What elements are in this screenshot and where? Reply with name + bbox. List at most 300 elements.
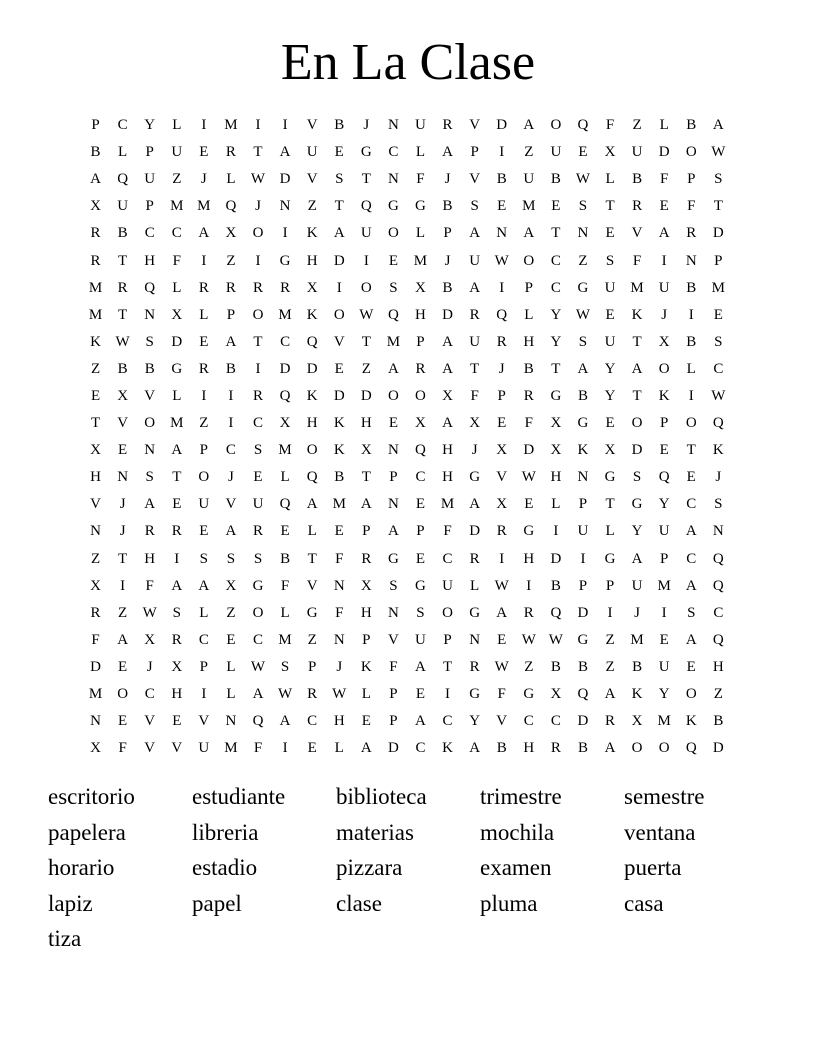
grid-letter: Q: [685, 740, 697, 757]
grid-letter: L: [361, 686, 371, 703]
grid-letter: N: [577, 469, 589, 486]
grid-letter: A: [198, 577, 210, 594]
grid-letter: P: [578, 496, 588, 513]
grid-letter: U: [658, 279, 670, 296]
grid-letter: O: [550, 117, 562, 134]
grid-letter: W: [575, 171, 591, 188]
grid-letter: E: [605, 225, 615, 242]
grid-letter: Q: [360, 198, 372, 215]
grid-row: [82, 627, 732, 654]
grid-letter: Q: [306, 333, 318, 350]
grid-letter: I: [580, 550, 586, 567]
grid-letter: L: [415, 225, 426, 242]
grid-letter: F: [145, 577, 154, 594]
grid-letter: I: [201, 686, 207, 703]
grid-letter: J: [444, 171, 451, 188]
grid-letter: H: [144, 550, 156, 567]
grid-row: [82, 708, 732, 735]
grid-letter: D: [279, 360, 291, 377]
grid-letter: O: [658, 360, 670, 377]
grid-letter: V: [198, 713, 210, 730]
grid-letter: M: [170, 415, 184, 432]
grid-letter: B: [686, 333, 697, 350]
grid-letter: S: [253, 442, 263, 459]
grid-letter: V: [631, 225, 643, 242]
grid-letter: W: [494, 577, 509, 594]
grid-letter: T: [632, 387, 642, 404]
grid-letter: X: [604, 442, 616, 459]
grid-letter: U: [523, 171, 535, 188]
grid-letter: L: [172, 279, 182, 296]
grid-letter: G: [360, 144, 372, 161]
grid-letter: A: [279, 713, 291, 730]
grid-letter: V: [144, 713, 156, 730]
grid-letter: S: [714, 333, 723, 350]
grid-letter: Y: [550, 306, 562, 323]
grid-letter: R: [496, 523, 507, 540]
grid-letter: L: [470, 577, 480, 594]
grid-letter: R: [253, 279, 264, 296]
grid-letter: R: [171, 523, 182, 540]
grid-letter: H: [360, 415, 372, 432]
grid-letter: E: [388, 252, 398, 269]
grid-letter: Y: [658, 496, 670, 513]
grid-letter: Z: [307, 198, 317, 215]
grid-letter: X: [360, 577, 372, 594]
grid-letter: F: [118, 740, 127, 757]
grid-row: [82, 383, 732, 410]
grid-letter: U: [469, 333, 481, 350]
grid-letter: E: [199, 523, 209, 540]
grid-letter: V: [496, 713, 508, 730]
grid-letter: Q: [144, 279, 156, 296]
grid-letter: N: [387, 604, 399, 621]
grid-letter: O: [117, 686, 129, 703]
grid-letter: L: [334, 740, 344, 757]
grid-letter: A: [415, 713, 426, 730]
grid-letter: A: [577, 360, 589, 377]
grid-letter: Q: [306, 469, 318, 486]
grid-row: [82, 302, 732, 329]
grid-letter: X: [550, 686, 562, 703]
grid-letter: Q: [117, 171, 129, 188]
grid-row: [82, 410, 732, 437]
grid-letter: I: [688, 306, 694, 323]
grid-letter: X: [550, 415, 562, 432]
grid-letter: E: [307, 740, 317, 757]
grid-letter: N: [225, 713, 237, 730]
grid-letter: O: [333, 306, 345, 323]
grid-letter: B: [632, 658, 643, 675]
grid-letter: X: [550, 442, 562, 459]
grid-letter: P: [199, 658, 209, 675]
grid-letter: E: [659, 442, 669, 459]
grid-letter: J: [119, 523, 126, 540]
grid-letter: R: [225, 279, 236, 296]
grid-letter: B: [523, 360, 534, 377]
grid-letter: P: [389, 713, 398, 730]
grid-letter: N: [333, 631, 345, 648]
grid-letter: B: [577, 658, 588, 675]
grid-letter: S: [280, 658, 290, 675]
grid-letter: Y: [144, 117, 156, 134]
grid-letter: K: [360, 658, 372, 675]
grid-letter: H: [360, 604, 372, 621]
grid-letter: X: [442, 387, 453, 404]
grid-letter: U: [604, 279, 616, 296]
grid-letter: S: [335, 171, 344, 188]
grid-letter: B: [90, 144, 101, 161]
grid-letter: R: [442, 117, 453, 134]
grid-letter: L: [686, 360, 696, 377]
word-list-item: ventana: [624, 819, 696, 845]
grid-letter: A: [90, 171, 101, 188]
grid-letter: X: [658, 333, 670, 350]
grid-letter: L: [172, 387, 182, 404]
grid-letter: G: [306, 604, 318, 621]
grid-letter: D: [550, 550, 562, 567]
grid-letter: V: [90, 496, 101, 513]
grid-letter: M: [440, 496, 455, 513]
grid-letter: T: [90, 415, 101, 432]
grid-letter: K: [631, 686, 643, 703]
grid-letter: A: [523, 225, 535, 242]
grid-letter: D: [523, 442, 535, 459]
word-list-item: trimestre: [480, 784, 562, 809]
grid-letter: X: [90, 198, 101, 215]
word-list-item: casa: [624, 890, 664, 916]
grid-letter: R: [550, 740, 561, 757]
grid-letter: T: [605, 496, 615, 513]
grid-letter: I: [282, 225, 288, 242]
grid-letter: I: [607, 604, 613, 621]
grid-letter: R: [198, 360, 209, 377]
grid-letter: A: [442, 144, 453, 161]
grid-letter: P: [416, 523, 425, 540]
grid-letter: E: [280, 523, 290, 540]
grid-letter: O: [658, 740, 670, 757]
grid-letter: I: [228, 415, 234, 432]
grid-letter: N: [387, 171, 399, 188]
grid-letter: O: [387, 225, 399, 242]
grid-letter: R: [90, 604, 101, 621]
grid-letter: O: [252, 225, 264, 242]
grid-letter: U: [117, 198, 129, 215]
grid-letter: G: [469, 686, 481, 703]
grid-letter: X: [279, 415, 291, 432]
grid-letter: A: [469, 740, 481, 757]
grid-letter: I: [282, 740, 288, 757]
grid-letter: I: [499, 144, 505, 161]
grid-letter: F: [253, 740, 263, 757]
grid-letter: W: [575, 306, 591, 323]
grid-letter: Q: [225, 198, 237, 215]
grid-letter: E: [497, 415, 507, 432]
grid-letter: B: [117, 360, 128, 377]
grid-letter: P: [145, 144, 154, 161]
grid-letter: A: [685, 631, 697, 648]
grid-letter: F: [497, 686, 506, 703]
grid-row: [82, 139, 732, 166]
grid-letter: W: [494, 252, 509, 269]
grid-letter: Q: [387, 306, 399, 323]
grid-letter: A: [360, 496, 372, 513]
grid-letter: I: [201, 117, 207, 134]
grid-letter: G: [171, 360, 183, 377]
grid-letter: R: [496, 333, 507, 350]
grid-letter: E: [524, 496, 534, 513]
grid-letter: T: [686, 442, 696, 459]
grid-letter: S: [714, 171, 723, 188]
grid-letter: T: [442, 658, 453, 675]
grid-letter: C: [442, 713, 453, 730]
grid-letter: A: [117, 631, 129, 648]
grid-letter: Z: [172, 171, 182, 188]
grid-letter: P: [416, 333, 425, 350]
grid-letter: A: [306, 496, 318, 513]
grid-letter: D: [496, 117, 508, 134]
grid-letter: R: [523, 387, 534, 404]
grid-row: [82, 166, 732, 193]
grid-letter: P: [660, 550, 669, 567]
grid-letter: R: [171, 631, 182, 648]
grid-letter: G: [387, 198, 399, 215]
grid-letter: B: [225, 360, 236, 377]
grid-row: [82, 654, 732, 681]
grid-letter: B: [577, 387, 588, 404]
grid-letter: X: [144, 631, 156, 648]
grid-letter: Q: [712, 415, 724, 432]
grid-letter: A: [144, 496, 156, 513]
grid-letter: D: [631, 442, 643, 459]
grid-letter: Q: [577, 686, 589, 703]
grid-letter: L: [280, 604, 290, 621]
grid-letter: F: [660, 171, 669, 188]
grid-letter: S: [687, 604, 696, 621]
grid-row: [82, 112, 732, 139]
grid-letter: M: [170, 198, 184, 215]
grid-letter: E: [713, 306, 723, 323]
word-list-item: puerta: [624, 855, 682, 881]
grid-letter: K: [685, 713, 697, 730]
grid-letter: U: [415, 631, 426, 648]
grid-letter: E: [118, 713, 128, 730]
grid-letter: F: [524, 415, 533, 432]
grid-letter: J: [498, 360, 505, 377]
grid-letter: M: [413, 252, 428, 269]
grid-letter: I: [688, 387, 694, 404]
grid-letter: I: [228, 387, 234, 404]
grid-letter: Z: [524, 144, 534, 161]
grid-letter: G: [631, 496, 643, 513]
grid-letter: I: [336, 279, 342, 296]
grid-letter: Z: [226, 604, 236, 621]
grid-letter: B: [442, 198, 453, 215]
grid-letter: X: [415, 415, 426, 432]
grid-letter: Z: [632, 117, 642, 134]
grid-letter: H: [306, 415, 318, 432]
grid-letter: I: [174, 550, 180, 567]
grid-letter: M: [88, 306, 103, 323]
grid-letter: S: [714, 496, 723, 513]
grid-letter: S: [416, 604, 425, 621]
grid-letter: I: [553, 523, 559, 540]
grid-letter: M: [657, 713, 671, 730]
grid-letter: Z: [605, 658, 615, 675]
grid-letter: R: [307, 686, 318, 703]
grid-letter: F: [389, 658, 398, 675]
grid-letter: V: [469, 171, 481, 188]
grid-letter: L: [659, 117, 669, 134]
grid-letter: S: [226, 550, 236, 567]
grid-letter: D: [387, 740, 399, 757]
grid-letter: H: [144, 252, 156, 269]
grid-letter: Q: [712, 577, 724, 594]
grid-letter: Q: [550, 604, 562, 621]
grid-letter: C: [523, 713, 534, 730]
grid-letter: E: [497, 198, 507, 215]
grid-letter: H: [171, 686, 183, 703]
grid-letter: C: [253, 415, 264, 432]
grid-letter: L: [415, 144, 426, 161]
grid-letter: M: [224, 117, 238, 134]
grid-letter: R: [117, 279, 128, 296]
grid-letter: A: [171, 577, 183, 594]
grid-letter: Z: [307, 631, 317, 648]
grid-letter: O: [523, 252, 535, 269]
grid-letter: O: [387, 387, 399, 404]
grid-letter: E: [199, 144, 209, 161]
grid-letter: D: [712, 225, 724, 242]
grid-letter: H: [333, 713, 345, 730]
grid-letter: G: [523, 686, 535, 703]
grid-letter: W: [332, 686, 347, 703]
grid-letter: H: [442, 442, 453, 459]
grid-letter: C: [415, 740, 426, 757]
grid-row: [82, 735, 732, 762]
grid-letter: R: [469, 658, 480, 675]
grid-row: [82, 275, 732, 302]
grid-letter: A: [442, 333, 453, 350]
grid-letter: L: [605, 523, 615, 540]
grid-letter: I: [201, 387, 207, 404]
grid-letter: R: [198, 279, 209, 296]
grid-letter: Z: [118, 604, 128, 621]
grid-letter: E: [118, 658, 128, 675]
grid-letter: U: [604, 333, 616, 350]
grid-letter: F: [416, 171, 425, 188]
grid-letter: O: [685, 144, 697, 161]
grid-letter: M: [386, 333, 401, 350]
grid-letter: K: [306, 306, 318, 323]
grid-letter: C: [144, 686, 155, 703]
word-list-item: lapiz: [48, 890, 93, 916]
grid-letter: K: [333, 415, 345, 432]
grid-letter: C: [171, 225, 182, 242]
grid-letter: P: [660, 415, 669, 432]
grid-letter: X: [469, 415, 481, 432]
grid-letter: R: [361, 550, 372, 567]
grid-letter: P: [389, 469, 398, 486]
grid-letter: J: [228, 469, 234, 486]
grid-letter: I: [445, 686, 451, 703]
grid-letter: A: [523, 117, 535, 134]
grid-letter: T: [307, 550, 317, 567]
grid-letter: Q: [415, 442, 426, 459]
grid-letter: C: [144, 225, 155, 242]
grid-letter: M: [224, 740, 238, 757]
grid-letter: X: [90, 740, 101, 757]
grid-letter: H: [415, 306, 426, 323]
grid-letter: H: [523, 333, 535, 350]
grid-letter: M: [522, 198, 536, 215]
grid-letter: U: [144, 171, 156, 188]
grid-letter: A: [252, 686, 264, 703]
grid-letter: G: [469, 604, 481, 621]
grid-letter: Z: [524, 658, 534, 675]
grid-letter: E: [686, 658, 696, 675]
grid-letter: Y: [550, 333, 562, 350]
word-list-item: examen: [480, 855, 552, 881]
grid-letter: O: [415, 387, 426, 404]
grid-letter: P: [145, 198, 154, 215]
grid-letter: X: [496, 496, 508, 513]
grid-letter: F: [91, 631, 100, 648]
grid-letter: O: [252, 306, 264, 323]
grid-letter: E: [605, 306, 615, 323]
grid-letter: E: [605, 415, 615, 432]
grid-letter: J: [255, 198, 261, 215]
grid-letter: U: [171, 144, 183, 161]
grid-letter: R: [523, 604, 534, 621]
grid-letter: N: [387, 442, 399, 459]
grid-letter: U: [577, 523, 589, 540]
grid-letter: P: [470, 144, 479, 161]
grid-letter: J: [444, 252, 451, 269]
grid-letter: L: [551, 496, 561, 513]
grid-letter: O: [198, 469, 210, 486]
grid-letter: Y: [604, 387, 616, 404]
grid-letter: O: [631, 740, 643, 757]
grid-letter: M: [278, 631, 292, 648]
grid-letter: U: [415, 117, 426, 134]
grid-letter: L: [307, 523, 317, 540]
grid-letter: A: [604, 686, 616, 703]
grid-letter: C: [253, 631, 264, 648]
grid-letter: A: [469, 279, 481, 296]
grid-letter: T: [551, 360, 561, 377]
grid-letter: A: [387, 523, 399, 540]
grid-letter: Q: [658, 469, 670, 486]
grid-row: [82, 193, 732, 220]
grid-letter: J: [363, 117, 370, 134]
grid-letter: U: [252, 496, 264, 513]
grid-letter: C: [442, 550, 453, 567]
grid-letter: C: [198, 631, 209, 648]
grid-letter: F: [280, 577, 290, 594]
grid-letter: Q: [252, 713, 264, 730]
grid-letter: W: [142, 604, 157, 621]
grid-letter: P: [199, 442, 209, 459]
grid-letter: E: [172, 496, 182, 513]
grid-letter: V: [144, 387, 156, 404]
grid-letter: Y: [631, 523, 643, 540]
grid-letter: F: [335, 550, 344, 567]
grid-letter: P: [91, 117, 100, 134]
grid-letter: W: [521, 469, 536, 486]
grid-letter: L: [524, 306, 534, 323]
grid-letter: C: [280, 333, 291, 350]
